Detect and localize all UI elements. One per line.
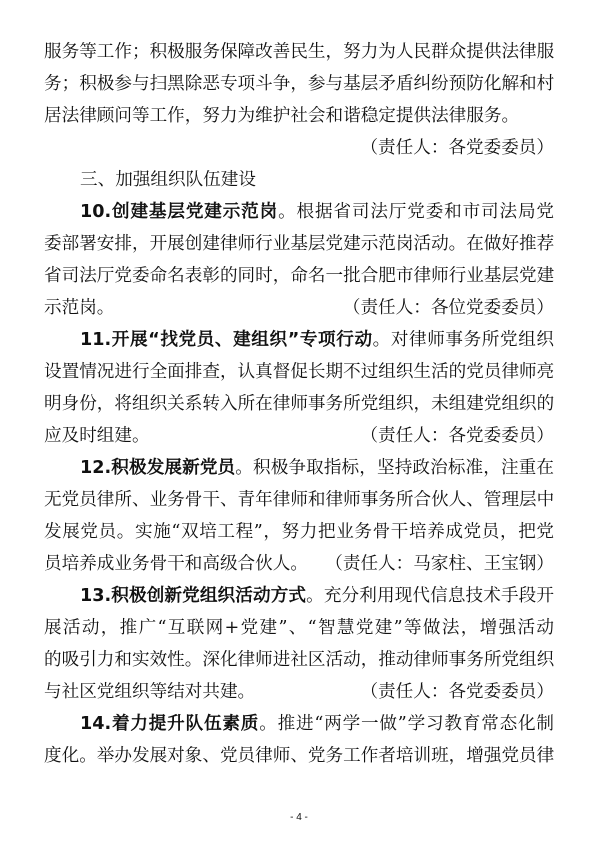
paragraph-first-line — [44, 452, 554, 484]
text-line — [44, 292, 554, 324]
document-page — [44, 36, 554, 772]
text-line: 展活动，推广“互联网+党建”、“智慧党建”等做法，增强活动 — [44, 618, 554, 638]
item-title: 13.积极创新党组织活动方式 — [80, 586, 307, 606]
text-run: 。充分利用现代信息技术手段开 — [306, 586, 554, 606]
item-title: 12.积极发展新党员 — [80, 458, 236, 478]
text-run: 示范岗。 — [44, 298, 115, 318]
text-run: 。对律师事务所党组织 — [372, 330, 554, 350]
text-line: 的吸引力和实效性。深化律师进社区活动，推动律师事务所党组织 — [44, 650, 555, 670]
text-line: 服务等工作；积极服务保障改善民生，努力为人民群众提供法律服 — [44, 42, 555, 62]
text-run: 。推进“两学一做”学习教育常态化制 — [259, 714, 554, 734]
text-line — [44, 420, 554, 452]
text-line: 设置情况进行全面排查，认真督促长期不过组织生活的党员律师亮 — [44, 362, 555, 382]
responsible-person: （责任人：马家柱、王宝钢） — [325, 554, 554, 574]
text-line: 度化。举办发展对象、党员律师、党务工作者培训班，增强党员律 — [44, 746, 555, 766]
text-line — [44, 548, 554, 580]
paragraph-first-line — [44, 708, 554, 740]
responsible-person: （责任人：各党委委员） — [360, 426, 554, 446]
text-line: 务；积极参与扫黑除恶专项斗争，参与基层矛盾纠纷预防化解和村 — [44, 74, 555, 94]
text-run: 应及时组建。 — [44, 426, 150, 446]
text-line: 无党员律所、业务骨干、青年律师和律师事务所合伙人、管理层中 — [44, 490, 555, 510]
text-run: 与社区党组织等结对共建。 — [44, 682, 256, 702]
text-line: 居法律顾问等工作，努力为维护社会和谐稳定提供法律服务。 — [44, 106, 520, 126]
responsible-person: （责任人：各位党委委员） — [342, 298, 554, 318]
paragraph-first-line — [44, 324, 554, 356]
text-line: 省司法厅党委命名表彰的同时，命名一批合肥市律师行业基层党建 — [44, 266, 555, 286]
item-title: 10.创建基层党建示范岗 — [80, 202, 279, 222]
text-run: 。积极争取指标，坚持政治标准，注重在 — [235, 458, 554, 478]
text-line — [44, 676, 554, 708]
text-run: 。根据省司法厅党委和市司法局党 — [278, 202, 554, 222]
page-number: - 4 - — [290, 812, 308, 823]
paragraph-first-line — [44, 580, 554, 612]
responsible-person: （责任人：各党委委员） — [360, 682, 554, 702]
section-heading: 三、加强组织队伍建设 — [80, 170, 256, 190]
paragraph-first-line — [44, 196, 554, 228]
item-title: 11.开展“找党员、建组织”专项行动 — [80, 330, 373, 350]
responsible-person: （责任人：各党委委员） — [360, 138, 554, 158]
item-title: 14.着力提升队伍素质 — [80, 714, 260, 734]
text-line: 委部署安排，开展创建律师行业基层党建示范岗活动。在做好推荐 — [44, 234, 555, 254]
text-line: 明身份，将组织关系转入所在律师事务所党组织，未组建党组织的 — [44, 394, 555, 414]
text-run: 员培养成业务骨干和高级合伙人。 — [44, 554, 308, 574]
text-line: 发展党员。实施“双培工程”，努力把业务骨干培养成党员，把党 — [44, 522, 554, 542]
